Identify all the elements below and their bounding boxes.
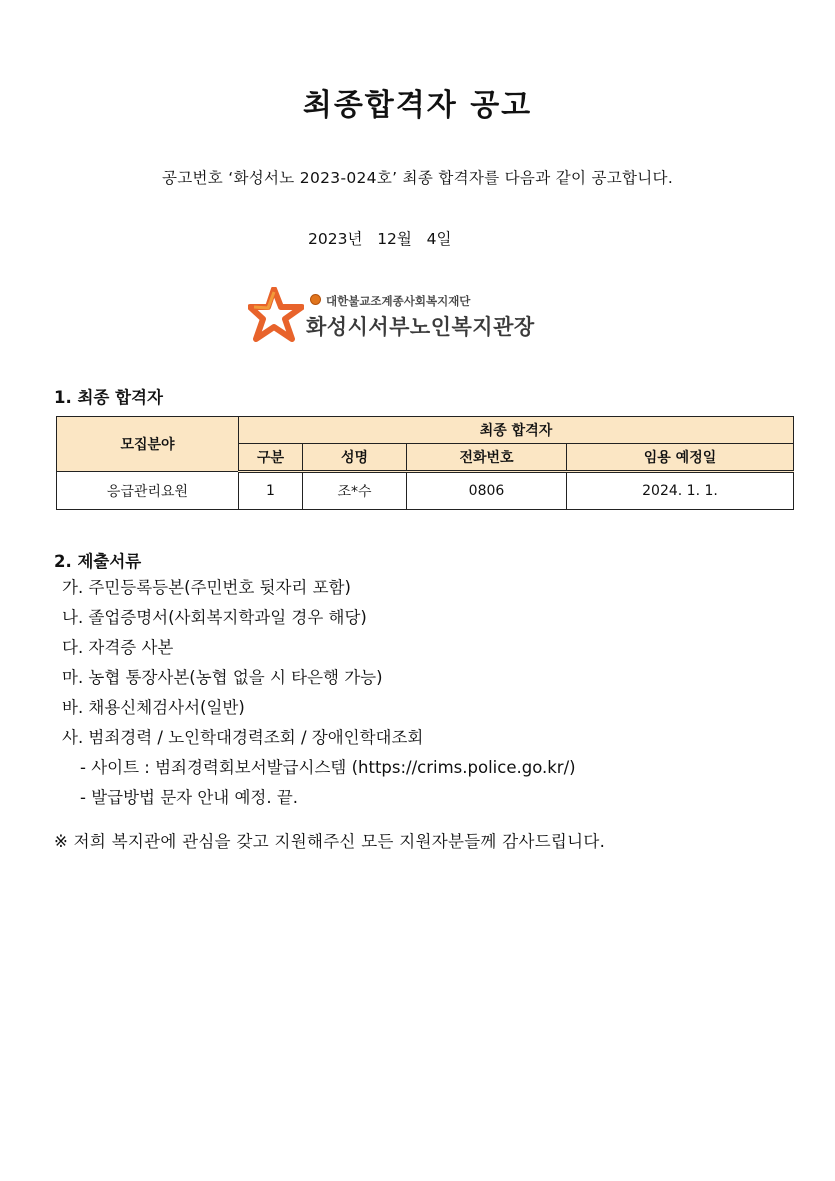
cell-field: 응급관리요원 [57,472,239,510]
section-documents-title: 2. 제출서류 [54,552,142,571]
foundation-name: 대한불교조계종사회복지재단 [326,294,471,308]
list-item: 사. 범죄경력 / 노인학대경력조회 / 장애인학대조회 [62,728,424,747]
closing-note: ※ 저희 복지관에 관심을 갖고 지원해주신 모든 지원자분들께 감사드립니다. [54,832,606,851]
header-field: 모집분야 [57,417,239,472]
header-name: 성명 [303,444,407,472]
list-item: 나. 졸업증명서(사회복지학과일 경우 해당) [62,608,367,627]
organization-logo [248,287,538,343]
announcement-date: 2023년 12월 4일 [308,230,452,248]
list-item: 다. 자격증 사본 [62,638,174,657]
announcement-intro: 공고번호 ‘화성서노 2023-024호’ 최종 합격자를 다음과 같이 공고합니다. [161,169,674,187]
center-name: 화성시서부노인복지관장 [306,315,535,339]
cell-type: 1 [239,472,303,510]
page-title: 최종합격자 공고 [302,88,533,123]
section-final-applicants-title: 1. 최종 합격자 [54,388,163,407]
list-subitem-method: - 발급방법 문자 안내 예정. 끝. [80,788,298,807]
cell-name: 조*수 [303,472,407,510]
header-appointment-date: 임용 예정일 [567,444,794,472]
star-emblem-icon [248,287,304,343]
header-final-applicants: 최종 합격자 [239,417,794,444]
table-row [57,472,794,510]
documents-list [62,578,576,818]
cell-phone: 0806 [407,472,567,510]
list-subitem-site: - 사이트 : 범죄경력회보서발급시스템 (https://crims.police.go.kr/) [80,758,576,777]
list-item: 마. 농협 통장사본(농협 없을 시 타은행 가능) [62,668,383,687]
list-item: 바. 채용신체검사서(일반) [62,698,245,717]
cell-appointment-date: 2024. 1. 1. [567,472,794,510]
header-phone: 전화번호 [407,444,567,472]
final-applicants-table [56,416,794,510]
list-item: 가. 주민등록등본(주민번호 뒷자리 포함) [62,578,351,597]
header-type: 구분 [239,444,303,472]
